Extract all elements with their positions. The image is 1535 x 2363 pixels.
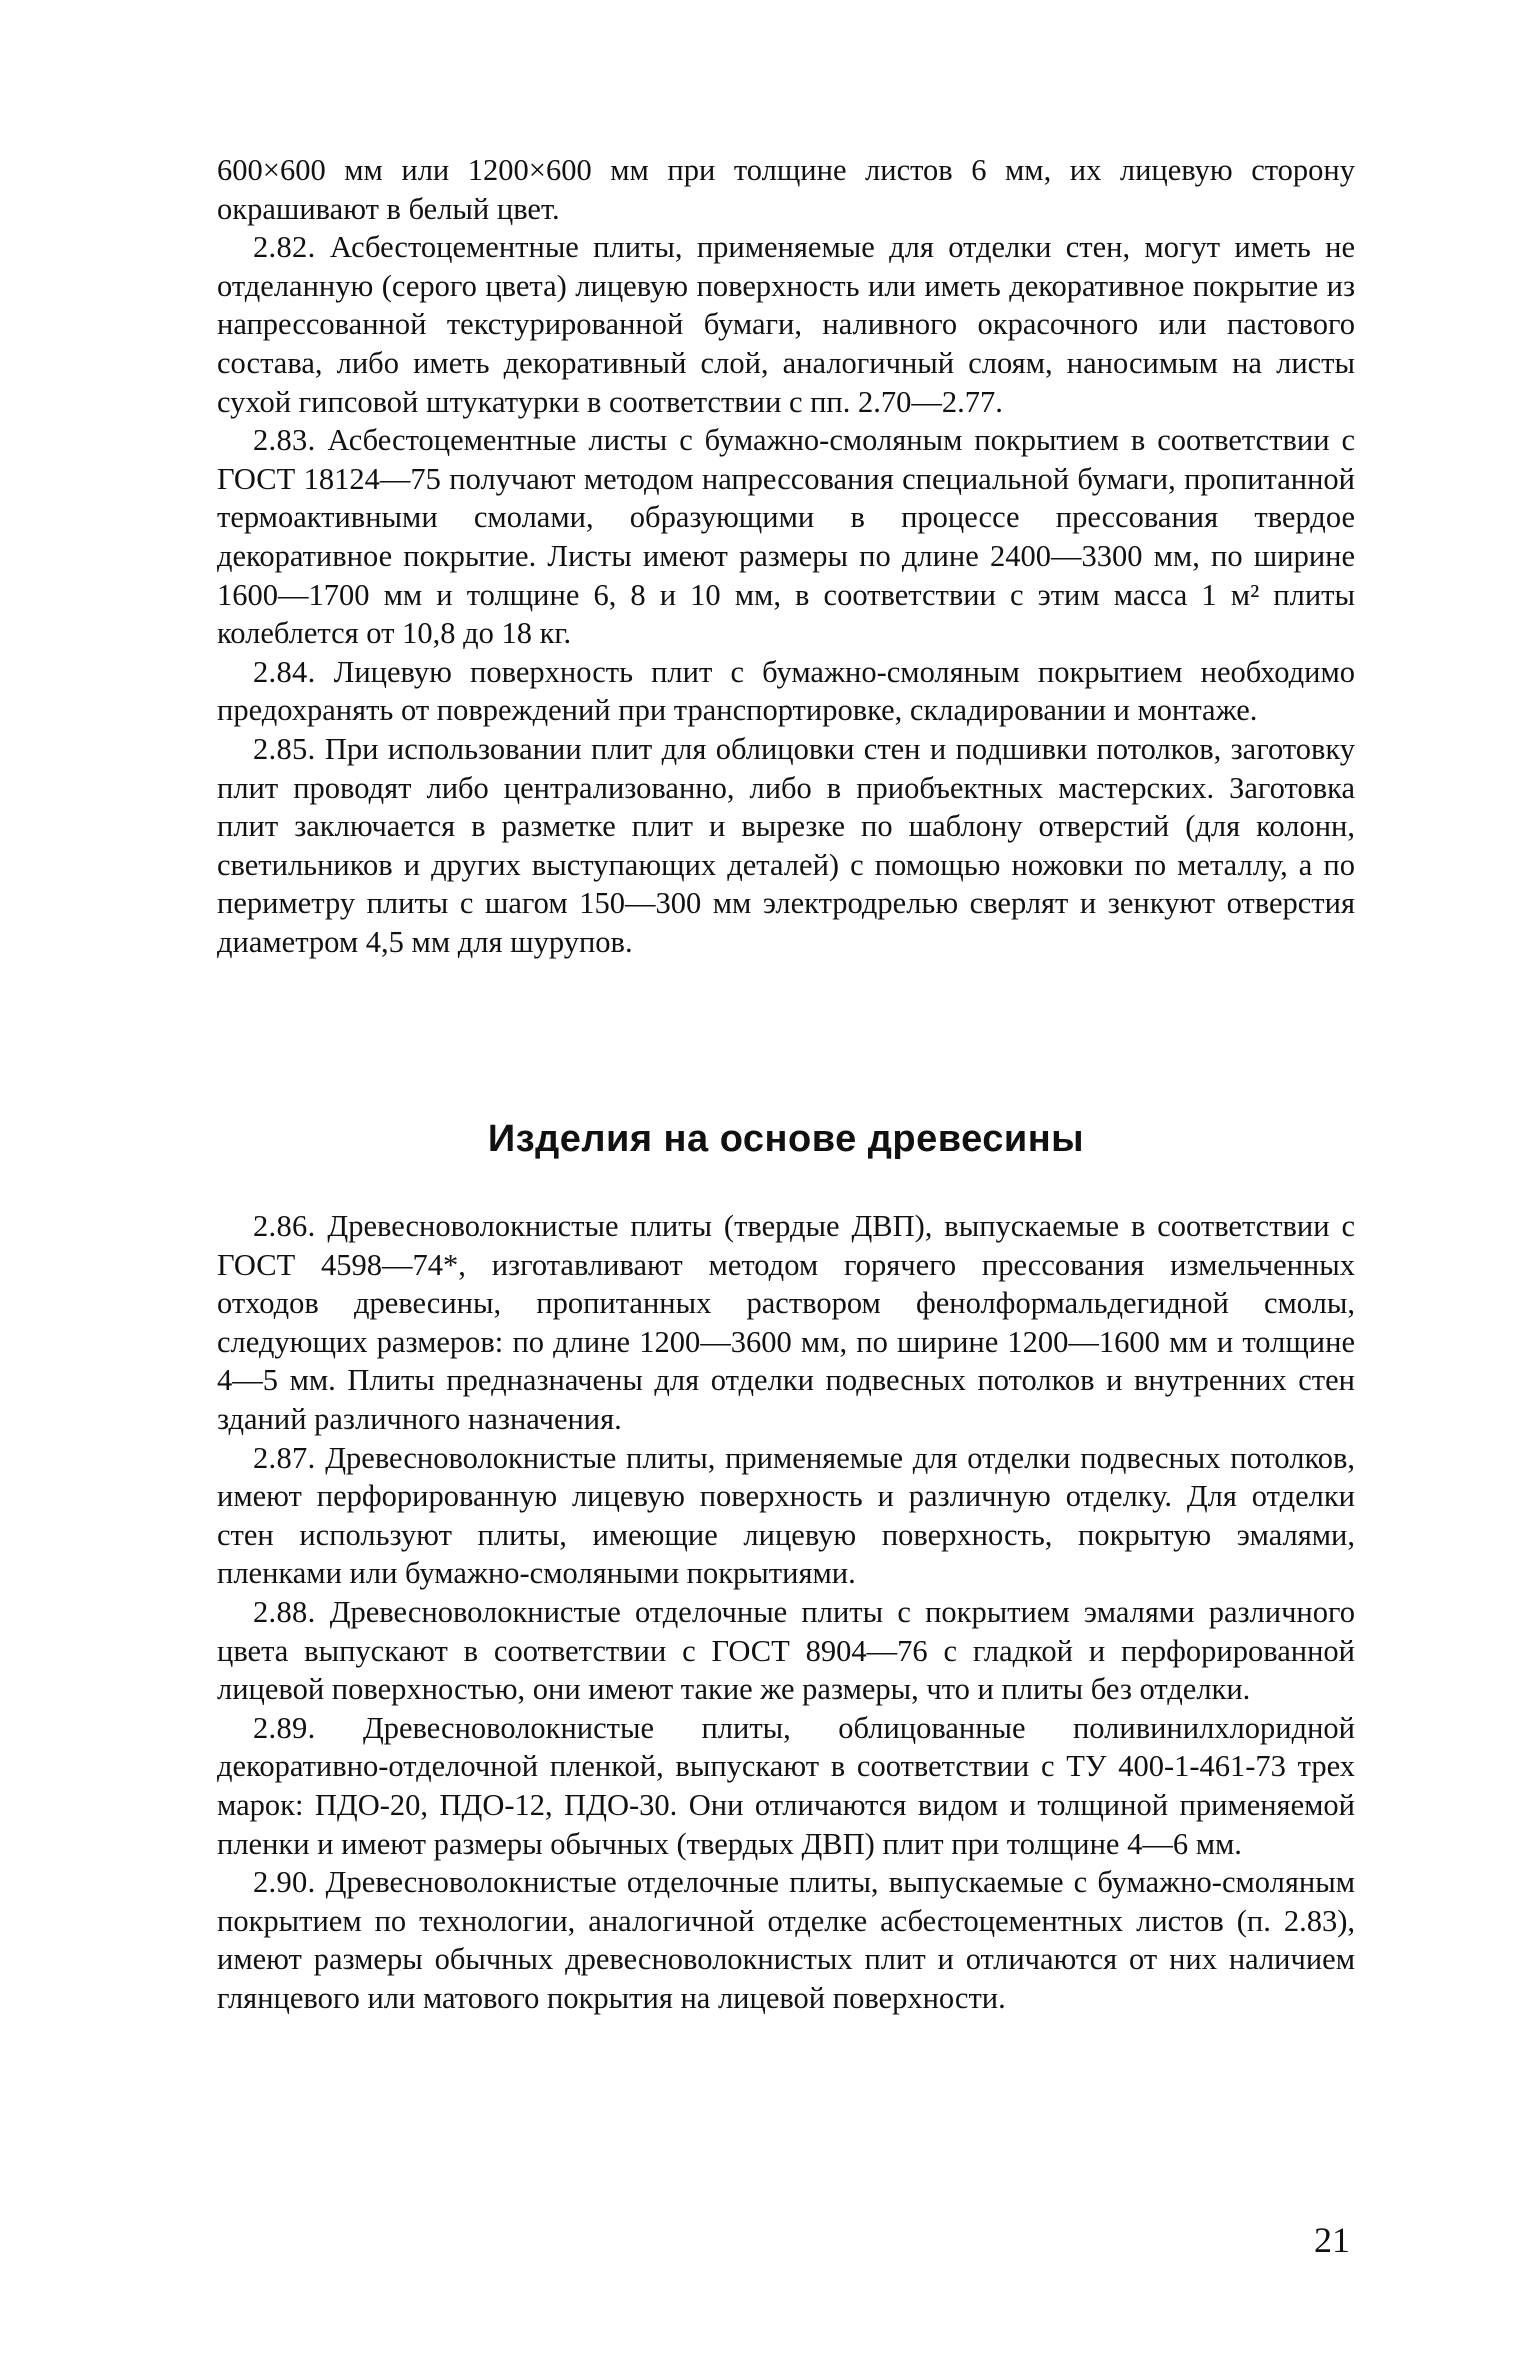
paragraph-2-84	[217, 653, 1355, 730]
paragraph-2-88	[217, 1593, 1355, 1709]
text-block-top	[217, 151, 1355, 961]
paragraph-number: 2.89.	[253, 1710, 316, 1745]
paragraph-2-86	[217, 1207, 1355, 1439]
paragraph-2-90	[217, 1863, 1355, 2017]
paragraph-number: 2.88.	[253, 1594, 316, 1629]
paragraph-text: Древесноволокнистые отделочные плиты, выпускаемые с бумажно-смоляным покрытием по технологии, аналогичной отделке асбестоцементных листов (п. 2.83), имеют размеры обычных древесноволокнистых плит и отличаются от них наличием глянцевого или матового покрытия на лицевой поверхности.	[217, 1865, 1356, 2015]
paragraph-2-89	[217, 1709, 1355, 1863]
paragraph-text: Древесноволокнистые плиты (твердые ДВП), выпускаемые в соответствии с ГОСТ 4598—74*, изготавливают методом горячего прессования измельченных отходов древесины, пропитанных раствором фенолформальдегидной смолы, следующих размеров: по длине 1200—3600 мм, по ширине 1200—1600 мм и толщине 4—5 мм. Плиты предназначены для отделки подвесных потолков и внутренних стен зданий различного назначения.	[217, 1209, 1355, 1436]
paragraph-text: Древесноволокнистые плиты, облицованные поливинилхлоридной декоративно-отделочной пленкой, выпускают в соответствии с ТУ 400-1-461-73 трех марок: ПДО-20, ПДО-12, ПДО-30. Они отличаются видом и толщиной применяемой пленки и имеют размеры обычных (твердых ДВП) плит при толщине 4—6 мм.	[217, 1710, 1355, 1861]
text-block-bottom	[217, 1207, 1355, 2017]
paragraph-2-87	[217, 1439, 1355, 1593]
paragraph-number: 2.83.	[253, 423, 316, 458]
paragraph-text: Древесноволокнистые отделочные плиты с покрытием эмалями различного цвета выпускают в соответствии с ГОСТ 8904—76 с гладкой и перфорированной лицевой поверхностью, они имеют такие же размеры, что и плиты без отделки.	[217, 1594, 1355, 1707]
paragraph-text: Древесноволокнистые плиты, применяемые для отделки подвесных потолков, имеют перфорированную лицевую поверхность и различную отделку. Для отделки стен используют плиты, имеющие лицевую поверхность, покрытую эмалями, пленками или бумажно-смоляными покрытиями.	[217, 1440, 1355, 1591]
paragraph-text: Асбестоцементные листы с бумажно-смоляным покрытием в соответствии с ГОСТ 18124—75 получают методом напрессования специальной бумаги, пропитанной термоактивными смолами, образующими в процессе прессования твердое декоративное покрытие. Листы имеют размеры по длине 2400—3300 мм, по ширине 1600—1700 мм и толщине 6, 8 и 10 мм, в соответствии с этим масса 1 м² плиты колеблется от 10,8 до 18 кг.	[217, 423, 1355, 651]
paragraph-2-82	[217, 228, 1355, 421]
paragraph-number: 2.87.	[253, 1440, 316, 1475]
paragraph-number: 2.82.	[253, 230, 316, 265]
paragraph-text: При использовании плит для облицовки стен и подшивки потолков, заготовку плит проводят либо централизованно, либо в приобъектных мастерских. Заготовка плит заключается в разметке плит и вырезке по шаблону отверстий (для колонн, светильников и других выступающих деталей) с помощью ножовки по металлу, а по периметру плиты с шагом 150—300 мм электродрелью сверлят и зенкуют отверстия диаметром 4,5 мм для шурупов.	[217, 731, 1356, 959]
paragraph-2-85	[217, 730, 1355, 962]
paragraph-number: 2.85.	[253, 731, 316, 766]
page-number: 21	[1314, 2220, 1350, 2260]
paragraph-text: 600×600 мм или 1200×600 мм при толщине листов 6 мм, их лицевую сторону окрашивают в белый цвет.	[217, 153, 1355, 226]
paragraph-number: 2.84.	[253, 654, 316, 689]
paragraph-continuation	[217, 151, 1355, 228]
paragraph-text: Лицевую поверхность плит с бумажно-смоляным покрытием необходимо предохранять от повреждений при транспортировке, складировании и монтаже.	[217, 654, 1356, 728]
paragraph-text: Асбестоцементные плиты, применяемые для отделки стен, могут иметь не отделанную (серого цвета) лицевую поверхность или иметь декоративное покрытие из напрессованной текстурированной бумаги, наливного окрасочного или пастового состава, либо иметь декоративный слой, аналогичный слоям, наносимым на листы сухой гипсовой штукатурки в соответствии с пп. 2.70—2.77.	[217, 230, 1355, 419]
paragraph-number: 2.90.	[253, 1865, 316, 1900]
paragraph-number: 2.86.	[253, 1209, 316, 1243]
paragraph-2-83	[217, 421, 1355, 653]
section-heading: Изделия на основе древесины	[487, 1118, 1085, 1160]
